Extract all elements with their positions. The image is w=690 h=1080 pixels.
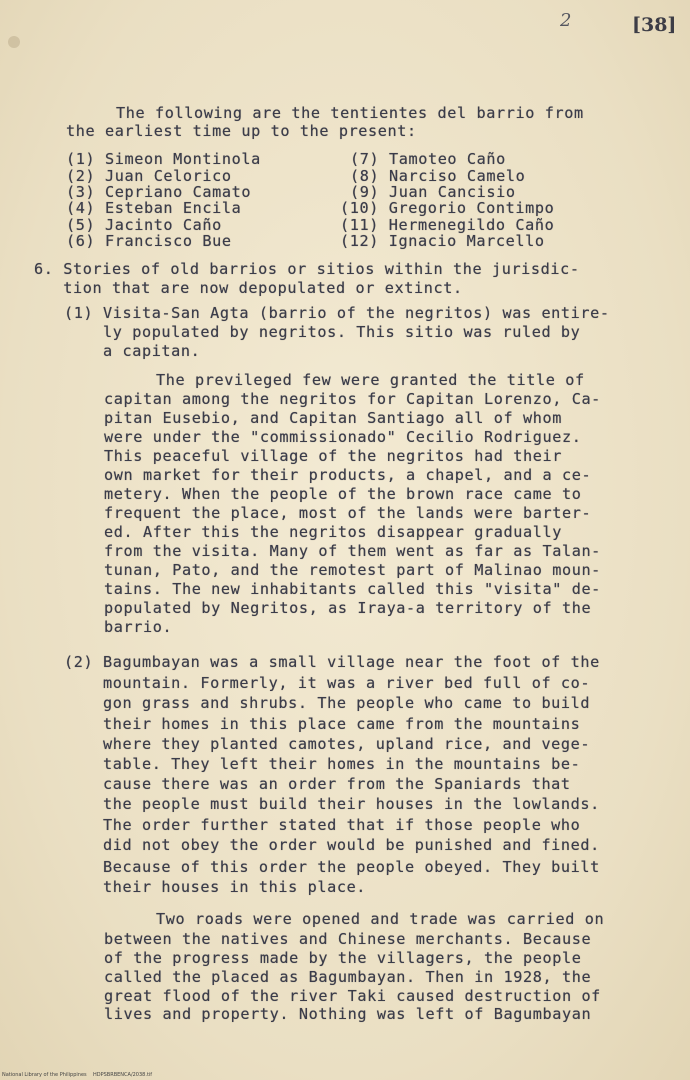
archive-footer: National Library of the Philippines HDPSBRBENCA/2038.tif — [2, 1072, 153, 1078]
bracket-page-number: [38] — [632, 14, 677, 36]
text-line: their homes in this place came from the mountains — [64, 715, 581, 733]
list-item: (12) Ignacio Marcello — [340, 232, 545, 250]
text-line: the people must build their houses in the lowlands. — [64, 795, 600, 813]
list-item: (2) Juan Celorico — [66, 167, 232, 185]
text-line: Because of this order the people obeyed. They built — [64, 858, 600, 876]
text-line: Two roads were opened and trade was carried on — [156, 910, 605, 928]
text-line: own market for their products, a chapel, and a ce- — [104, 466, 592, 484]
text-line: tains. The new inhabitants called this "visita" de- — [104, 580, 601, 598]
text-line: This peaceful village of the negritos had their — [104, 447, 562, 465]
text-line: tunan, Pato, and the remotest part of Malinao moun- — [104, 561, 601, 579]
text-line: of the progress made by the villagers, the people — [104, 949, 582, 967]
text-line: (2) Bagumbayan was a small village near the foot of the — [64, 653, 600, 671]
text-line: ed. After this the negritos disappear gradually — [104, 523, 562, 541]
text-line: barrio. — [104, 618, 173, 636]
text-line: pitan Eusebio, and Capitan Santiago all of whom — [104, 409, 562, 427]
text-line: The order further stated that if those people who — [64, 816, 581, 834]
text-line: their houses in this place. — [64, 878, 367, 896]
text-line: The previleged few were granted the title of — [156, 371, 585, 389]
list-item: (3) Cepriano Camato — [66, 183, 252, 201]
text-line: cause there was an order from the Spaniards that — [64, 775, 571, 793]
handwritten-page-number: 2 — [560, 10, 572, 31]
text-line: from the visita. Many of them went as far as Talan- — [104, 542, 601, 560]
text-line: did not obey the order would be punished and fined. — [64, 836, 600, 854]
text-line: The following are the tentientes del barrio from — [116, 104, 584, 122]
text-line: mountain. Formerly, it was a river bed full of co- — [64, 674, 591, 692]
list-item: (1) Simeon Montinola — [66, 150, 261, 168]
text-line: gon grass and shrubs. The people who came to build — [64, 694, 591, 712]
list-item: (7) Tamoteo Caño — [350, 150, 506, 168]
text-line: were under the "commissionado" Cecilio Rodriguez. — [104, 428, 582, 446]
text-line: ly populated by negritos. This sitio was ruled by — [64, 323, 581, 341]
text-line: great flood of the river Taki caused destruction of — [104, 987, 601, 1005]
text-line: where they planted camotes, upland rice, and vege- — [64, 735, 591, 753]
text-line: called the placed as Bagumbayan. Then in 1928, the — [104, 968, 592, 986]
text-line: frequent the place, most of the lands were barter- — [104, 504, 592, 522]
text-line: the earliest time up to the present: — [66, 122, 417, 140]
text-line: metery. When the people of the brown race came to — [104, 485, 582, 503]
text-line: (1) Visita-San Agta (barrio of the negritos) was entire- — [64, 304, 610, 322]
text-line: tion that are now depopulated or extinct. — [34, 279, 463, 297]
list-item: (6) Francisco Bue — [66, 232, 232, 250]
list-item: (11) Hermenegildo Caño — [340, 216, 555, 234]
text-line: between the natives and Chinese merchants. Because — [104, 930, 592, 948]
text-line: populated by Negritos, as Iraya-a territory of the — [104, 599, 592, 617]
text-line: lives and property. Nothing was left of Bagumbayan — [104, 1005, 592, 1023]
text-line: a capitan. — [64, 342, 201, 360]
list-item: (9) Juan Cancisio — [350, 183, 516, 201]
list-item: (5) Jacinto Caño — [66, 216, 222, 234]
text-line: capitan among the negritos for Capitan Lorenzo, Ca- — [104, 390, 601, 408]
list-item: (4) Esteban Encila — [66, 199, 242, 217]
text-line: table. They left their homes in the mountains be- — [64, 755, 581, 773]
list-item: (8) Narciso Camelo — [350, 167, 526, 185]
list-item: (10) Gregorio Contimpo — [340, 199, 555, 217]
paper-stain — [8, 36, 20, 48]
text-line: 6. Stories of old barrios or sitios within the jurisdic- — [34, 260, 580, 278]
